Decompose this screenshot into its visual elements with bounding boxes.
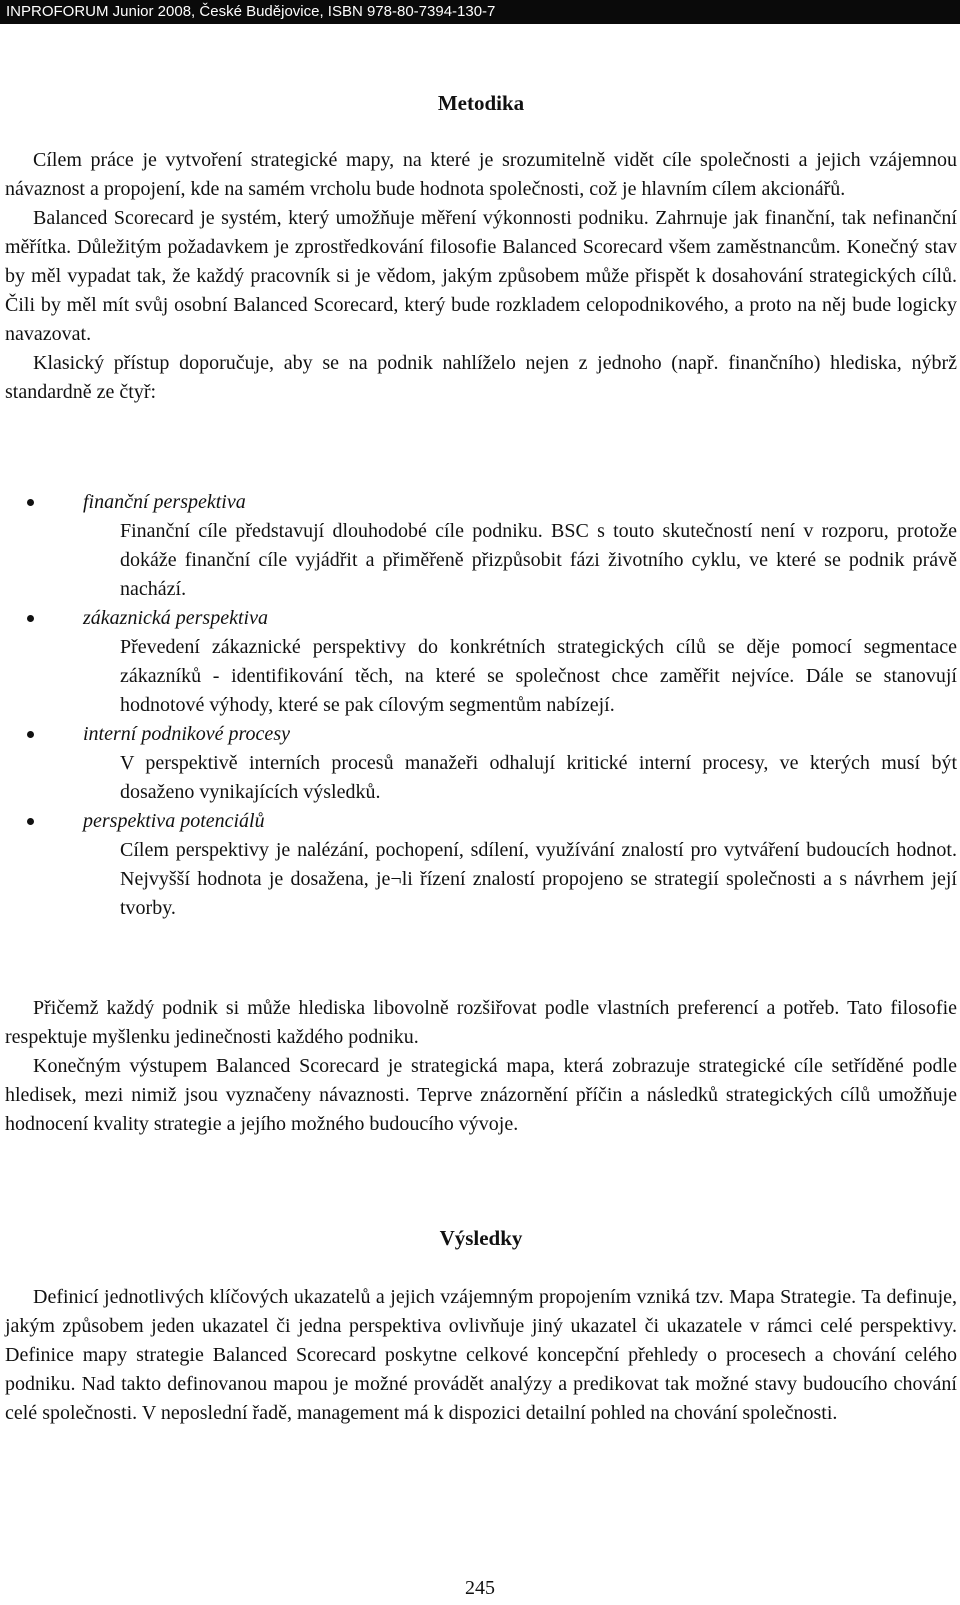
metodika-paragraph-4: Přičemž každý podnik si může hlediska libovolně rozšiřovat podle vlastních preferencí a potřeb. Tato filosofie respektuje myšlenku jedinečnosti každého podniku. — [5, 997, 957, 1048]
metodika-heading-block — [5, 89, 957, 118]
perspective-description: Převedení zákaznické perspektivy do konkrétních strategických cílů se děje pomocí segmentace zákazníků - identifikování těch, na které se společnost chce zaměřit nejvíce. Dále se stanovují hodnotové výhody, které se pak cílovým segmentům nabízejí. — [120, 636, 957, 716]
metodika-closing — [5, 994, 957, 1139]
perspective-description: Cílem perspektivy je nalézání, pochopení, sdílení, využívání znalostí pro vytváření budoucích hodnot. Nejvyšší hodnota je dosažena, je¬li řízení znalostí propojeno se strategií společnosti a s návrhem její tvorby. — [120, 839, 957, 919]
perspectives-list-block — [5, 488, 957, 923]
page-number: 245 — [465, 1577, 495, 1599]
metodika-paragraph-5: Konečným výstupem Balanced Scorecard je strategická mapa, která zobrazuje strategické cíle setříděné podle hledisek, mezi nimiž jsou vyznačeny návaznosti. Teprve znázornění příčin a následků strategických cílů umožňuje hodnocení kvality strategie a jejího možného budoucího vývoje. — [5, 1055, 957, 1135]
perspective-title: perspektiva potenciálů — [83, 810, 265, 832]
metodika-paragraph-2: Balanced Scorecard je systém, který umožňuje měření výkonnosti podniku. Zahrnuje jak finanční, tak nefinanční měřítka. Důležitým požadavkem je zprostředkování filosofie Balanced Scorecard všem zaměstnancům. Konečný stav by měl vypadat tak, že každý pracovník si je vědom, jakým způsobem může přispět k dosahování strategických cílů. Čili by měl mít svůj osobní Balanced Scorecard, který bude rozkladem celopodnikového, a proto na něj bude logicky navazovat. — [5, 207, 957, 345]
vysledky-paragraph-1: Definicí jednotlivých klíčových ukazatelů a jejich vzájemným propojením vzniká tzv. Mapa Strategie. Ta definuje, jakým způsobem jeden ukazatel či jedna perspektiva ovlivňuje jiný ukazatel či ukazatele v rámci celé perspektivy. Definice mapy strategie Balanced Scorecard poskytne celkové koncepční přehledy o procesech a chování celého podniku. Nad takto definovanou mapou je možné provádět analýzy a predikovat tak možné stavy budoucího chování celé společnosti. V neposlední řadě, management má k dispozici detailní pohled na chování společnosti. — [5, 1286, 957, 1424]
header-text: INPROFORUM Junior 2008, České Budějovice, ISBN 978-80-7394-130-7 — [6, 3, 496, 20]
metodika-paragraph-1: Cílem práce je vytvoření strategické mapy, na které je srozumitelně vidět cíle společnosti a jejich vzájemnou návaznost a propojení, kde na samém vrcholu bude hodnota společnosti, což je hlavním cílem akcionářů. — [5, 149, 957, 200]
vysledky-heading-block — [5, 1224, 957, 1253]
bullet-icon — [27, 615, 34, 622]
perspectives-list — [5, 488, 957, 923]
list-item-perspective-customer — [5, 604, 957, 720]
perspective-title: interní podnikové procesy — [83, 723, 290, 745]
bullet-icon — [27, 499, 34, 506]
perspective-description: V perspektivě interních procesů manažeři odhalují kritické interní procesy, ve kterých musí být dosaženo vynikajících výsledků. — [120, 752, 957, 803]
bullet-icon — [27, 731, 34, 738]
perspective-title: zákaznická perspektiva — [83, 607, 268, 629]
vysledky-body — [5, 1283, 957, 1428]
bullet-icon — [27, 818, 34, 825]
list-item-perspective-potential — [5, 807, 957, 923]
section-title-vysledky: Výsledky — [439, 1226, 523, 1250]
metodika-body — [5, 146, 957, 407]
list-item-perspective-internal — [5, 720, 957, 807]
metodika-paragraph-3: Klasický přístup doporučuje, aby se na podnik nahlíželo nejen z jednoho (např. finančního) hlediska, nýbrž standardně ze čtyř: — [5, 352, 957, 403]
perspective-description: Finanční cíle představují dlouhodobé cíle podniku. BSC s touto skutečností není v rozporu, protože dokáže finanční cíle vyjádřit a přiměřeně přizpůsobit fázi životního cyklu, ve které se podnik právě nachází. — [120, 520, 957, 600]
section-title-metodika: Metodika — [437, 91, 525, 115]
list-item-perspective-financial — [5, 488, 957, 604]
perspective-title: finanční perspektiva — [83, 491, 246, 513]
page-header-bar — [0, 0, 960, 24]
